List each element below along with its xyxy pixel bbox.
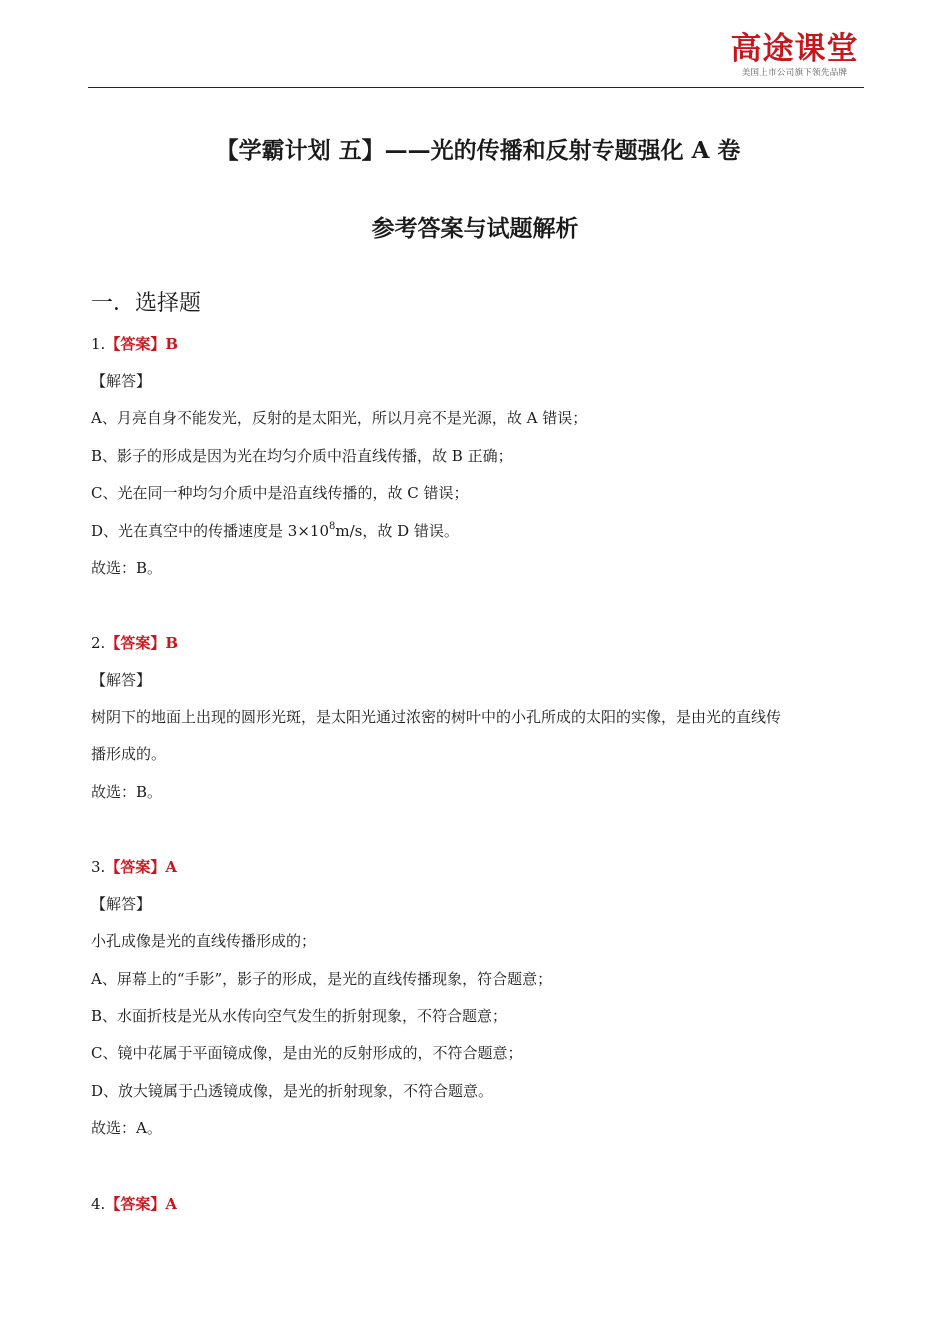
q1-exponent: 8 <box>329 521 336 532</box>
q4-answer-line <box>91 1193 177 1215</box>
q3-answer-tag: 【答案】A <box>105 858 177 876</box>
q3-option-a: A、屏幕上的“手影”，影子的形成，是光的直线传播现象，符合题意； <box>91 970 553 988</box>
q1-option-d-text: D、光在真空中的传播速度是 3×10 <box>91 522 329 540</box>
q3-analysis-intro: 小孔成像是光的直线传播形成的； <box>91 932 317 950</box>
logo-tagline: 美国上市公司旗下领先品牌 <box>741 68 848 78</box>
q2-analysis-line-2: 播形成的。 <box>91 745 167 763</box>
q1-answer-line <box>91 333 178 355</box>
document-title: 【学霸计划 五】——光的传播和反射专题强化 A 卷 <box>215 137 741 164</box>
logo-text: 高途课堂 <box>730 31 859 67</box>
q3-number: 3. <box>91 858 106 876</box>
q4-answer-tag: 【答案】A <box>105 1195 177 1213</box>
section-heading: 一．选择题 <box>91 291 202 316</box>
q3-option-b: B、水面折枝是光从水传向空气发生的折射现象，不符合题意； <box>91 1007 508 1025</box>
q3-option-c: C、镜中花属于平面镜成像，是由光的反射形成的，不符合题意； <box>91 1044 523 1062</box>
q3-conclusion: 故选：A。 <box>91 1119 162 1137</box>
q2-answer-line <box>91 632 178 654</box>
q2-answer-tag: 【答案】B <box>105 634 178 652</box>
q1-analysis-label: 【解答】 <box>91 372 152 390</box>
header-divider <box>88 87 864 88</box>
q2-analysis-line-1: 树阴下的地面上出现的圆形光斑，是太阳光通过浓密的树叶中的小孔所成的太阳的实像，是由光的直线传 <box>91 708 782 726</box>
q1-conclusion: 故选：B。 <box>91 559 163 577</box>
brand-logo <box>727 31 862 79</box>
document-subtitle: 参考答案与试题解析 <box>371 215 579 242</box>
q1-answer-tag: 【答案】B <box>105 335 178 353</box>
q1-option-c: C、光在同一种均匀介质中是沿直线传播的，故 C 错误； <box>91 484 469 502</box>
q3-option-d: D、放大镜属于凸透镜成像，是光的折射现象，不符合题意。 <box>91 1082 494 1100</box>
q2-number: 2. <box>91 634 106 652</box>
q1-option-d <box>91 520 459 542</box>
q1-option-d-unit: m/s，故 D 错误。 <box>335 522 459 540</box>
q1-option-b: B、影子的形成是因为光在均匀介质中沿直线传播，故 B 正确； <box>91 447 513 465</box>
q2-analysis-label: 【解答】 <box>91 671 152 689</box>
q2-conclusion: 故选：B。 <box>91 783 163 801</box>
q1-option-a: A、月亮自身不能发光，反射的是太阳光，所以月亮不是光源，故 A 错误； <box>91 409 588 427</box>
q1-number: 1. <box>91 335 106 353</box>
q4-number: 4. <box>91 1195 106 1213</box>
q3-answer-line <box>91 856 177 878</box>
q3-analysis-label: 【解答】 <box>91 895 152 913</box>
